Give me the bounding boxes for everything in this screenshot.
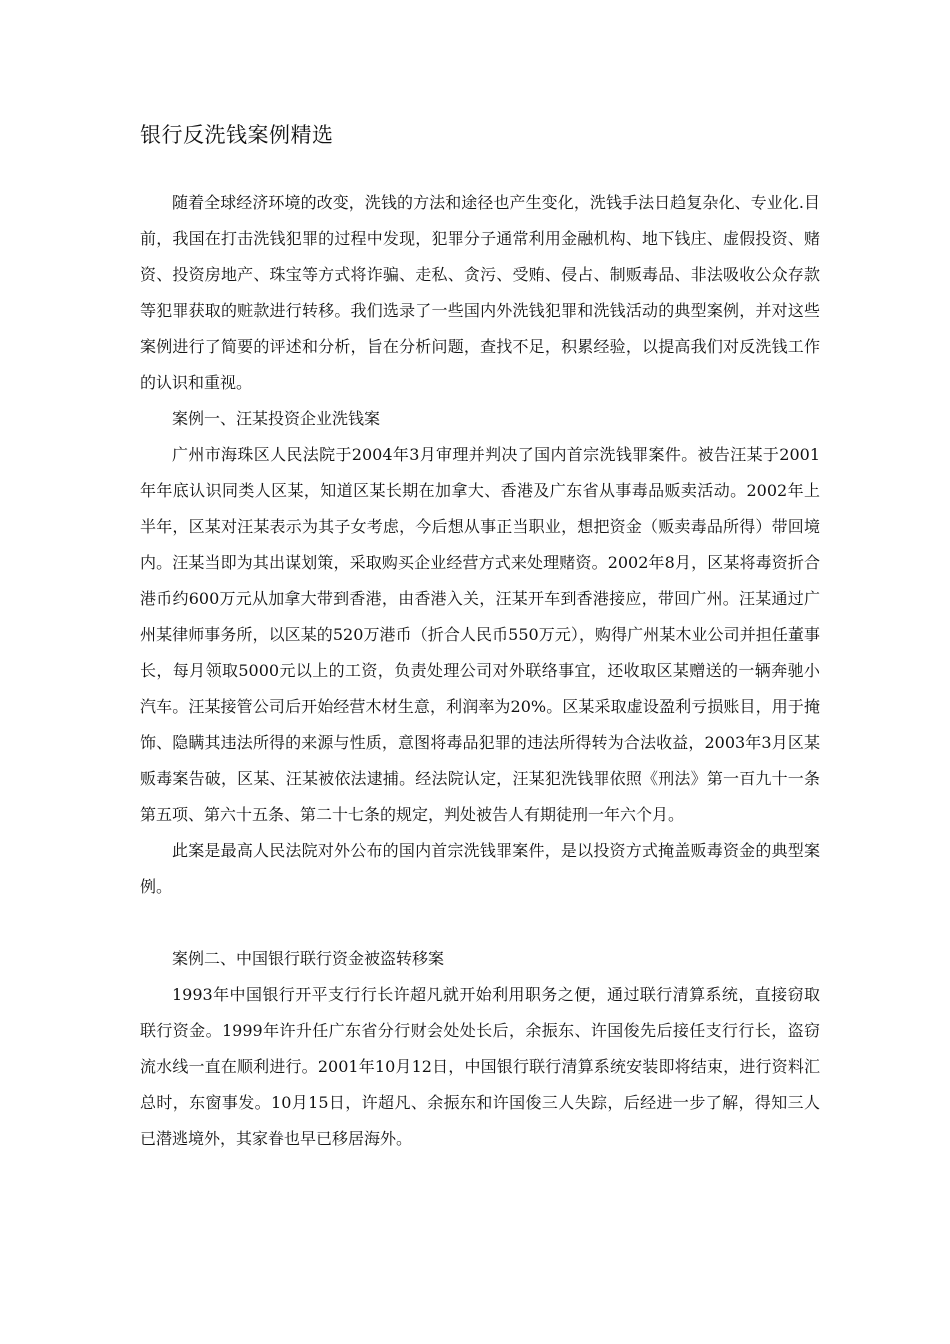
case-one-comment: 此案是最高人民法院对外公布的国内首宗洗钱罪案件，是以投资方式掩盖贩毒资金的典型案例。 (140, 841, 820, 896)
case-one-paragraph: 广州市海珠区人民法院于2004年3月审理并判决了国内首宗洗钱罪案件。被告汪某于2001年年底认识同类人区某，知道区某长期在加拿大、香港及广东省从事毒品贩卖活动。2002年上半年，区某对汪某表示为其子女考虑，今后想从事正当职业，想把资金（贩卖毒品所得）带回境内。汪某当即为其出谋划策，采取购买企业经营方式来处理赌资。2002年8月，区某将毒资折合港币约600万元从加拿大带到香港，由香港入关，汪某开车到香港接应，带回广州。汪某通过广州某律师事务所，以区某的520万港币（折合人民币550万元），购得广州某木业公司并担任董事长，每月领取5000元以上的工资，负责处理公司对外联络事宜，还收取区某赠送的一辆奔驰小汽车。汪某接管公司后开始经营木材生意，利润率为20%。区某采取虚设盈利亏损账目，用于掩饰、隐瞒其违法所得的来源与性质，意图将毒品犯罪的违法所得转为合法收益，2003年3月区某贩毒案告破，区某、汪某被依法逮捕。经法院认定，汪某犯洗钱罪依照《刑法》第一百九十一条第五项、第六十五条、第二十七条的规定，判处被告人有期徒刑一年六个月。 (140, 445, 820, 824)
document-body (140, 185, 820, 1157)
case-two-heading: 案例二、中国银行联行资金被盗转移案 (172, 949, 445, 968)
intro-paragraph: 随着全球经济环境的改变，洗钱的方法和途径也产生变化，洗钱手法日趋复杂化、专业化.目前，我国在打击洗钱犯罪的过程中发现，犯罪分子通常利用金融机构、地下钱庄、虚假投资、赌资、投资房地产、珠宝等方式将诈骗、走私、贪污、受贿、侵占、制贩毒品、非法吸收公众存款等犯罪获取的赃款进行转移。我们选录了一些国内外洗钱犯罪和洗钱活动的典型案例，并对这些案例进行了简要的评述和分析，旨在分析问题，查找不足，积累经验，以提高我们对反洗钱工作的认识和重视。 (140, 193, 820, 392)
case-one-heading: 案例一、汪某投资企业洗钱案 (172, 409, 381, 428)
case-two-paragraph: 1993年中国银行开平支行行长许超凡就开始利用职务之便，通过联行清算系统，直接窃取联行资金。1999年许升任广东省分行财会处处长后，余振东、许国俊先后接任支行行长，盗窃流水线一直在顺利进行。2001年10月12日，中国银行联行清算系统安装即将结束，进行资料汇总时，东窗事发。10月15日，许超凡、余振东和许国俊三人失踪，后经进一步了解，得知三人已潜逃境外，其家眷也早已移居海外。 (140, 985, 820, 1148)
document-title: 银行反洗钱案例精选 (140, 123, 334, 147)
